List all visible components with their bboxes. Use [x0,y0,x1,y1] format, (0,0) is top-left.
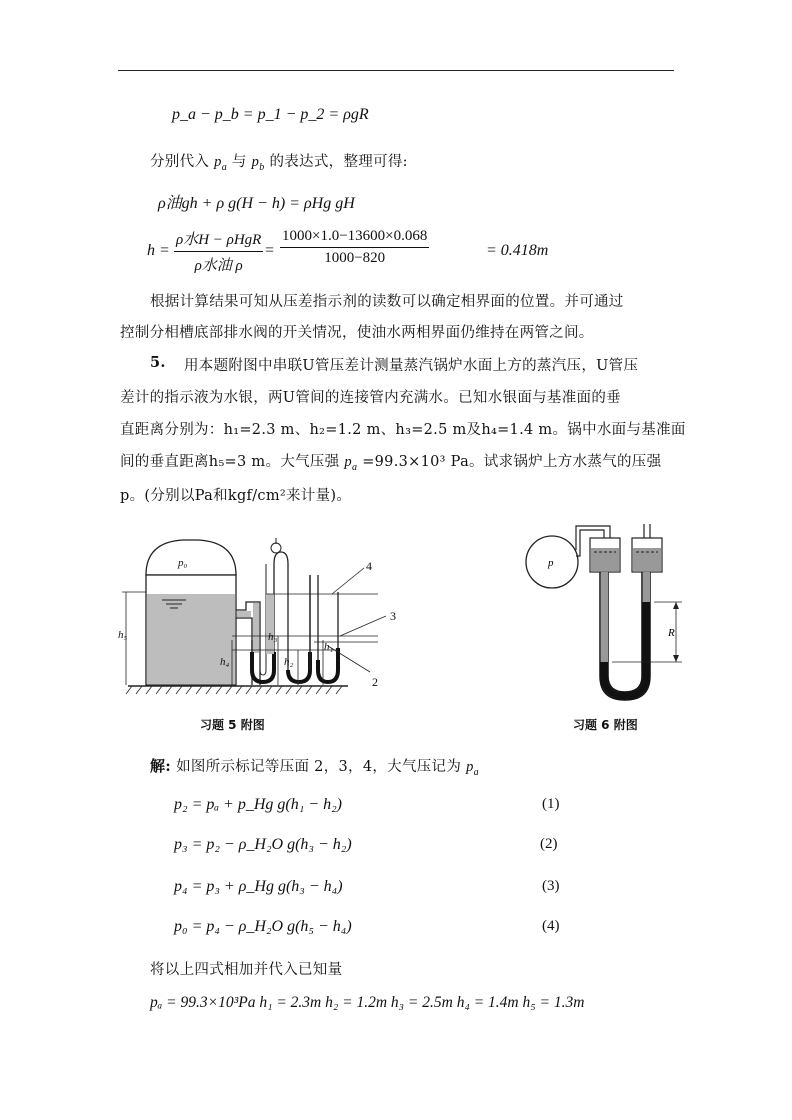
equation-1: p₂ = pₐ + p_Hg g(h₁ − h₂) [174,796,342,813]
problem-line-2: 差计的指示液为水银，两U管间的连接管内充满水。已知水银面与基准面的垂 [120,390,621,406]
substitution-line: 分别代入 $p_a$ 与 $p_b$ 的表达式，整理可得: [150,154,408,173]
figure-5-diagram [118,520,468,738]
equation-4: p₀ = p₄ − ρ_H₂O g(h₅ − h₄) [174,918,352,935]
label-plane-4: 4 [366,559,372,573]
equation-4-number: (4) [542,918,560,934]
equation-oil-water: ρ油gh + ρ g(H − h) = ρHg gH [158,195,355,212]
figure-6-caption: 习题 6 附图 [573,718,638,732]
label-p0: p₀ [178,557,188,569]
equation-2-number: (2) [540,836,558,852]
known-values: pₐ = 99.3×10³Pa h₁ = 2.3m h₂ = 1.2m h₃ = 2.5m h₄ = 1.4m h₅ = 1.3m [150,994,585,1011]
equation-pressure-difference: p_a − p_b = p_1 − p_2 = ρgR [172,106,369,123]
figure-5-caption: 习题 5 附图 [200,718,265,732]
h-lhs: h = [147,242,170,259]
equals-sign: = [264,242,275,259]
problem-number: 5. [150,354,166,371]
label-h2: h₂ [284,656,294,668]
problem-line-4: 间的垂直距离h₅=3 m。大气压强 $p_a =99.3\times 10^3$ Pa。试求锅炉上方水蒸气的压强 [120,454,662,473]
label-R: R [668,627,675,639]
label-p: p [548,557,554,569]
sum-instruction: 将以上四式相加并代入已知量 [150,962,343,978]
equation-3: p₄ = p₃ + ρ_Hg g(h₃ − h₄) [174,878,343,895]
label-plane-3: 3 [390,609,396,623]
problem-line-1: 用本题附图中串联U管压差计测量蒸汽锅炉水面上方的蒸汽压，U管压 [184,358,639,374]
label-plane-2: 2 [372,675,378,689]
paragraph-conclusion-line-1: 根据计算结果可知从压差指示剂的读数可以确定相界面的位置。并可通过 [150,294,624,310]
header-rule [118,70,674,71]
h-result: = 0.418m [486,242,549,259]
h-fraction-numeric: $\frac{1000\times 1.0-13600\times 0.068}{1000-820}$ [282,228,428,266]
equation-1-number: (1) [542,796,560,812]
solution-intro: 解: 如图所示标记等压面 2，3，4，大气压记为 $p_a$ [150,757,479,778]
equation-3-number: (3) [542,878,560,894]
paragraph-conclusion-line-2: 控制分相槽底部排水阀的开关情况，使油水两相界面仍维持在两管之间。 [120,325,594,341]
label-h5: h₅ [118,629,128,641]
h-fraction-symbolic: ρ水H − ρHgR ρ水油 ρ [174,228,263,275]
label-h3: h₃ [268,631,278,643]
label-h1: h₁ [324,641,334,653]
problem-line-5: p。(分别以Pa和kgf/cm²来计量)。 [120,488,352,504]
figure-6-diagram [520,518,690,718]
problem-line-3: 直距离分别为：h₁=2.3 m、h₂=1.2 m、h₃=2.5 m及h₄=1.4 m。锅中水面与基准面 [120,422,686,438]
label-h4: h₄ [220,656,230,668]
equation-2: p₃ = p₂ − ρ_H₂O g(h₃ − h₂) [174,836,352,853]
